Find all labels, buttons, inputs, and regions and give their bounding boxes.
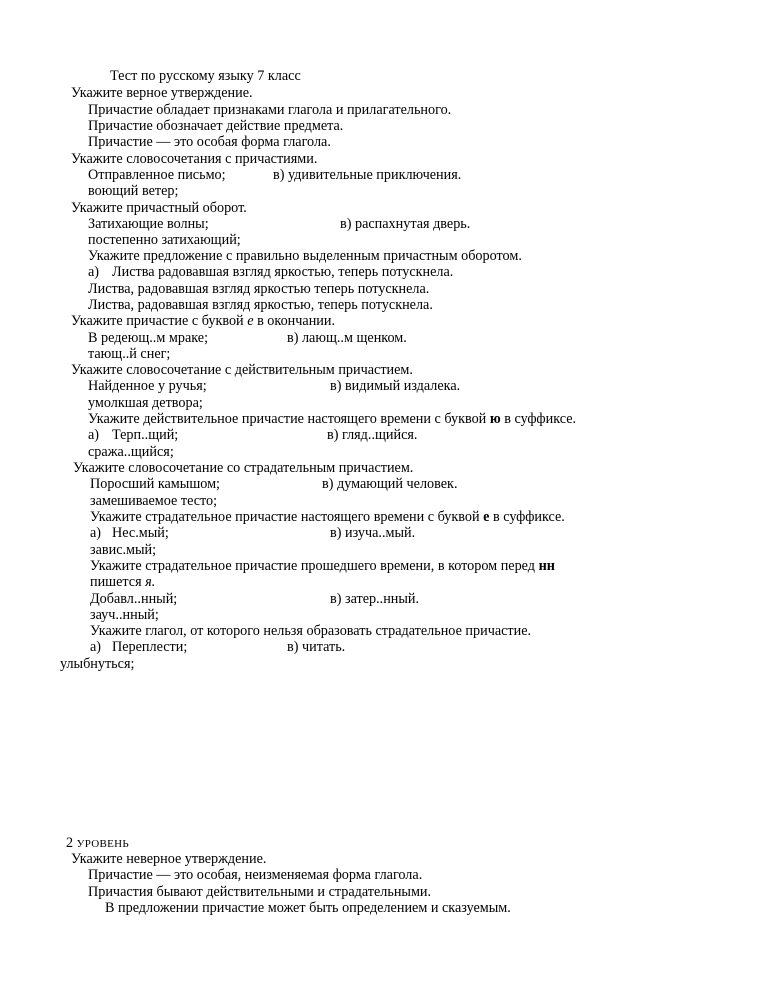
question-8: Укажите словосочетание со страдательным причастием. xyxy=(73,460,414,476)
question-6: Укажите словосочетание с действительным причастием. xyxy=(71,362,413,378)
q3-option-v: в) распахнутая дверь. xyxy=(340,216,471,232)
page-title: Тест по русскому языку 7 класс xyxy=(110,68,301,84)
question-11: Укажите глагол, от которого нельзя образовать страдательное причастие. xyxy=(90,623,532,639)
q6-option-b: умолкшая детвора; xyxy=(88,395,203,411)
q5-option-b: тающ..й снег; xyxy=(88,346,171,362)
q11-option-v: в) читать. xyxy=(287,639,346,655)
q9-option-b: завис.мый; xyxy=(90,542,157,558)
l2-q1-option-b: Причастия бывают действительными и страдательными. xyxy=(88,884,432,900)
q3-option-a: Затихающие волны; xyxy=(88,216,209,232)
question-10-line2: пишется я. xyxy=(90,574,156,590)
level-label: УРОВЕНЬ xyxy=(76,838,130,850)
question-7: Укажите действительное причастие настоящего времени с буквой ю в суффиксе. xyxy=(88,411,577,427)
l2-q1-option-c: В предложении причастие может быть определением и сказуемым. xyxy=(105,900,511,916)
q6-option-a: Найденное у ручья; xyxy=(88,378,207,394)
q1-option-a: Причастие обладает признаками глагола и прилагательного. xyxy=(88,102,452,118)
q10-option-v: в) затер..нный. xyxy=(330,591,420,607)
q8-option-b: замешиваемое тесто; xyxy=(90,493,218,509)
q10-option-a: Добавл..нный; xyxy=(90,591,178,607)
q1-option-c: Причастие — это особая форма глагола. xyxy=(88,134,331,150)
q9-option-v: в) изуча..мый. xyxy=(330,525,416,541)
question-3: Укажите причастный оборот. xyxy=(71,200,247,216)
letter-e: е xyxy=(247,313,254,329)
q10-option-b: зауч..нный; xyxy=(90,607,159,623)
q7-option-v: в) гляд..щийся. xyxy=(327,427,418,443)
q8-option-a: Поросший камышом; xyxy=(90,476,220,492)
q4-option-a-marker: а) xyxy=(88,264,100,280)
q2-option-a: Отправленное письмо; xyxy=(88,167,226,183)
letter-ya: я. xyxy=(145,574,156,590)
q5-option-v: в) лающ..м щенком. xyxy=(287,330,407,346)
q3-option-b: постепенно затихающий; xyxy=(88,232,241,248)
q2-option-v: в) удивительные приключения. xyxy=(273,167,462,183)
q11-option-b: улыбнуться; xyxy=(60,656,135,672)
letters-nn: нн xyxy=(538,558,555,574)
letter-e-bold: е xyxy=(483,509,490,525)
q11-option-a-marker: а) xyxy=(90,639,102,655)
question-1: Укажите верное утверждение. xyxy=(71,85,253,101)
q2-option-b: воющий ветер; xyxy=(88,183,179,199)
l2-question-1: Укажите неверное утверждение. xyxy=(71,851,267,867)
question-2: Укажите словосочетания с причастиями. xyxy=(71,151,318,167)
q9-option-a-marker: а) xyxy=(90,525,102,541)
q8-option-v: в) думающий человек. xyxy=(322,476,458,492)
level-number: 2 xyxy=(66,835,74,851)
question-9: Укажите страдательное причастие настоящего времени с буквой е в суффиксе. xyxy=(90,509,565,525)
q11-option-a: Переплести; xyxy=(112,639,188,655)
q6-option-v: в) видимый издалека. xyxy=(330,378,461,394)
q4-option-a: Листва радовавшая взгляд яркостью, теперь потускнела. xyxy=(112,264,454,280)
q9-option-a: Нес.мый; xyxy=(112,525,169,541)
q7-option-b: сража..щийся; xyxy=(88,444,174,460)
l2-q1-option-a: Причастие — это особая, неизменяемая форма глагола. xyxy=(88,867,423,883)
q7-option-a: Терп..щий; xyxy=(112,427,179,443)
question-10: Укажите страдательное причастие прошедшего времени, в котором перед нн xyxy=(90,558,555,574)
q4-option-b: Листва, радовавшая взгляд яркостью теперь потускнела. xyxy=(88,281,430,297)
q1-option-b: Причастие обозначает действие предмета. xyxy=(88,118,344,134)
q5-option-a: В редеющ..м мраке; xyxy=(88,330,209,346)
level-2-heading xyxy=(66,835,129,852)
q7-option-a-marker: а) xyxy=(88,427,100,443)
q4-option-v: Листва, радовавшая взгляд яркостью, теперь потускнела. xyxy=(88,297,433,313)
letter-yu: ю xyxy=(489,411,501,427)
question-4: Укажите предложение с правильно выделенным причастным оборотом. xyxy=(88,248,522,264)
question-5: Укажите причастие с буквой е в окончании. xyxy=(71,313,336,329)
